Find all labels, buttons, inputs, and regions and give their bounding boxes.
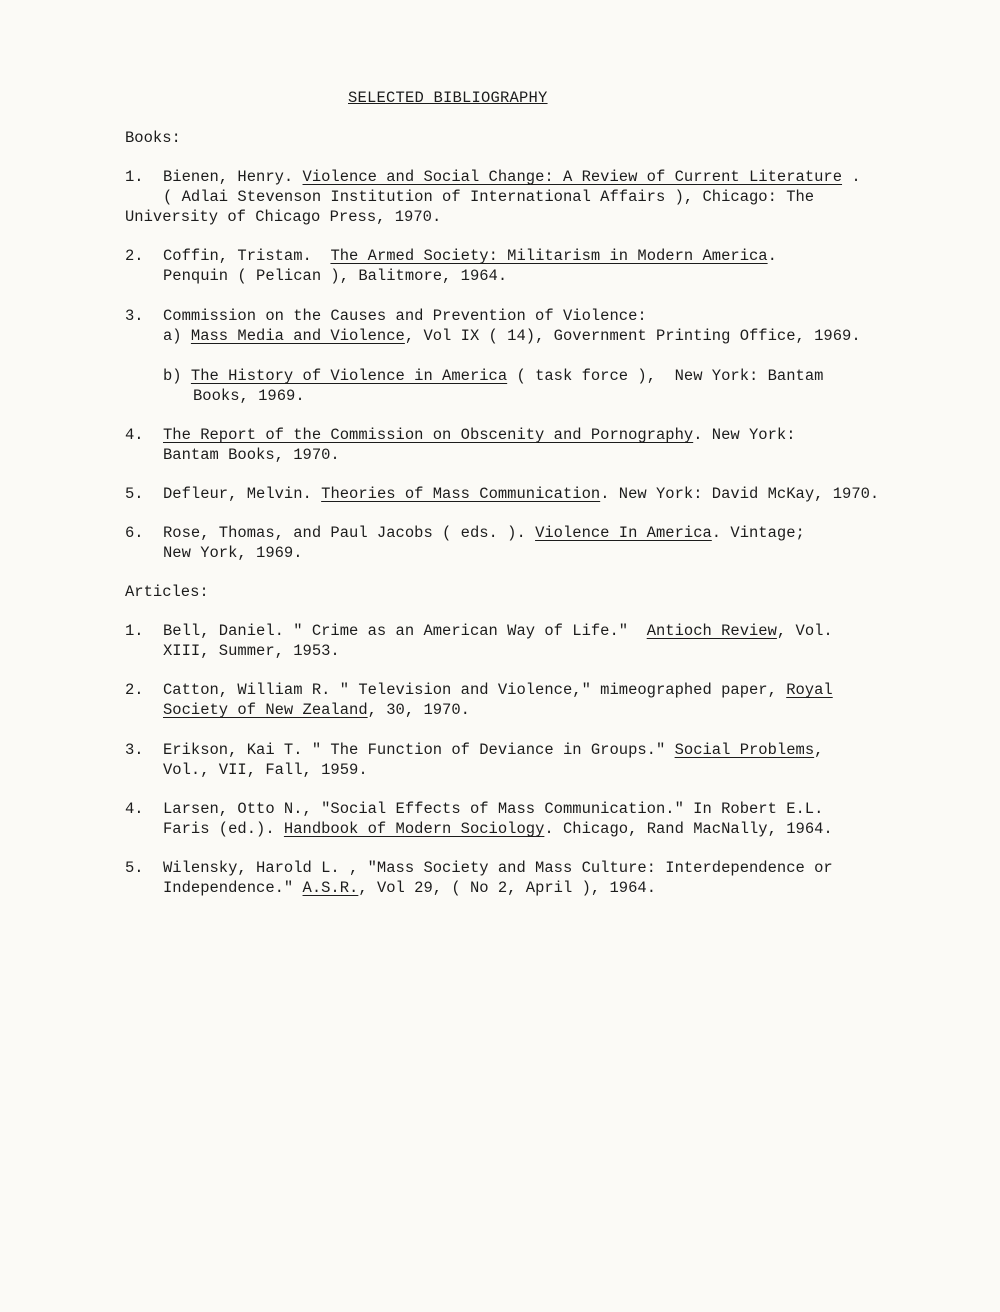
entry-number: 3.	[125, 307, 144, 325]
entry-text: Larsen, Otto N., "Social Effects of Mass Communication." In Robert E.L.	[163, 800, 824, 818]
journal-title: Society of New Zealand	[163, 701, 368, 719]
entry-text: Rose, Thomas, and Paul Jacobs ( eds. ).	[163, 524, 536, 542]
entry-text: Coffin, Tristam.	[163, 247, 331, 265]
book-title: Violence In America	[535, 524, 712, 542]
entry-number: 1.	[125, 622, 144, 640]
book-title: Handbook of Modern Sociology	[283, 820, 545, 838]
journal-title: A.S.R.	[302, 879, 359, 897]
book-title: The Report of the Commission on Obscenity and Pornography	[163, 426, 694, 444]
book-title: Theories of Mass Communication	[321, 485, 601, 503]
entry-text: Bell, Daniel. " Crime as an American Way of Life."	[163, 622, 647, 640]
journal-title: Antioch Review	[646, 622, 777, 640]
sub-entry-label: a)	[163, 327, 191, 345]
entry-number: 5.	[125, 485, 144, 503]
entry-text: Catton, William R. " Television and Violence," mimeographed paper,	[163, 681, 787, 699]
entry-number: 2.	[125, 681, 144, 699]
entry-text: University of Chicago Press, 1970.	[125, 208, 442, 226]
books-heading: Books:	[125, 129, 181, 147]
book-title: Violence and Social Change: A Review of Current Literature	[302, 168, 843, 186]
entry-text: .	[767, 247, 777, 265]
entry-text: Faris (ed.).	[163, 820, 284, 838]
entry-text: , 30, 1970.	[367, 701, 470, 719]
entry-number: 6.	[125, 524, 144, 542]
entry-number: 5.	[125, 859, 144, 877]
entry-text: ( task force ), New York: Bantam	[507, 367, 824, 385]
entry-text: ( Adlai Stevenson Institution of International Affairs ), Chicago: The	[163, 188, 815, 206]
entry-text: Independence."	[163, 879, 303, 897]
entry-text: , Vol.	[776, 622, 833, 640]
entry-text: Erikson, Kai T. " The Function of Deviance in Groups."	[163, 741, 675, 759]
journal-title: Royal	[786, 681, 833, 699]
entry-text: Books, 1969.	[193, 387, 305, 405]
entry-text: Bienen, Henry.	[163, 168, 303, 186]
document-title: SELECTED BIBLIOGRAPHY	[348, 89, 548, 107]
entry-number: 1.	[125, 168, 144, 186]
articles-heading: Articles:	[125, 583, 209, 601]
entry-number: 3.	[125, 741, 144, 759]
entry-text: . Chicago, Rand MacNally, 1964.	[544, 820, 833, 838]
entry-number: 4.	[125, 800, 144, 818]
entry-text: , Vol IX ( 14), Government Printing Office, 1969.	[404, 327, 861, 345]
entry-text: Vol., VII, Fall, 1959.	[163, 761, 368, 779]
entry-text: Penquin ( Pelican ), Balitmore, 1964.	[163, 267, 508, 285]
book-title: Mass Media and Violence	[190, 327, 405, 345]
entry-text: , Vol 29, ( No 2, April ), 1964.	[358, 879, 656, 897]
entry-number: 4.	[125, 426, 144, 444]
book-title: The Armed Society: Militarism in Modern America	[330, 247, 768, 265]
entry-text: Bantam Books, 1970.	[163, 446, 340, 464]
journal-title: Social Problems	[674, 741, 815, 759]
entry-text: . Vintage;	[711, 524, 805, 542]
entry-text: . New York:	[693, 426, 796, 444]
entry-text: XIII, Summer, 1953.	[163, 642, 340, 660]
entry-number: 2.	[125, 247, 144, 265]
entry-text: Commission on the Causes and Prevention of Violence:	[163, 307, 647, 325]
book-title: The History of Violence in America	[190, 367, 508, 385]
entry-text: . New York: David McKay, 1970.	[600, 485, 880, 503]
entry-text: New York, 1969.	[163, 544, 303, 562]
entry-text: Defleur, Melvin.	[163, 485, 322, 503]
sub-entry-label: b)	[163, 367, 191, 385]
entry-text: .	[842, 168, 861, 186]
entry-text: Wilensky, Harold L. , "Mass Society and Mass Culture: Interdependence or	[163, 859, 833, 877]
entry-text: ,	[814, 741, 824, 759]
